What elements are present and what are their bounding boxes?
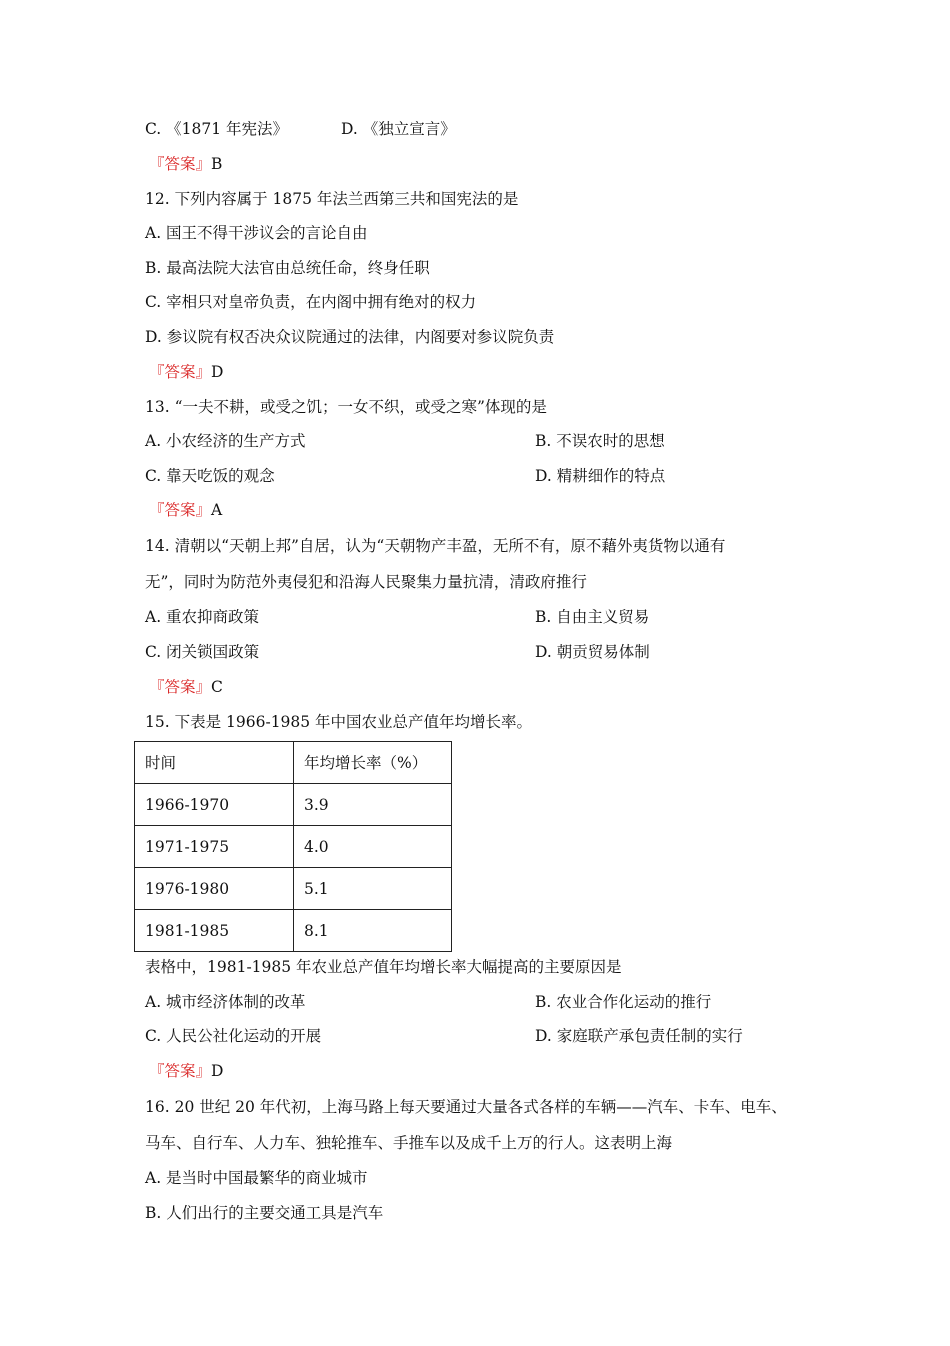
table-cell: 1971-1975: [135, 826, 294, 868]
q11-answer: [149, 153, 222, 175]
q14-option-d: D. 朝贡贸易体制: [535, 643, 650, 661]
q16-stem-line1: 16. 20 世纪 20 年代初，上海马路上每天要通过大量各式各样的车辆——汽车、卡车、电车、: [145, 1098, 787, 1116]
q14-option-b: B. 自由主义贸易: [535, 608, 650, 626]
table-cell: 3.9: [294, 784, 452, 826]
answer-value: C: [211, 678, 223, 696]
q15-answer: [149, 1060, 223, 1082]
table-cell: 8.1: [294, 910, 452, 952]
q13-option-c: C. 靠天吃饭的观念: [145, 467, 275, 485]
q13-answer: [149, 499, 222, 521]
q15-option-d: D. 家庭联产承包责任制的实行: [535, 1027, 743, 1045]
answer-tag: 『答案』: [149, 501, 212, 519]
table-header-cell: 年均增长率（%）: [294, 742, 452, 784]
answer-value: B: [211, 155, 223, 173]
q15-option-c: C. 人民公社化运动的开展: [145, 1027, 322, 1045]
table-row: [135, 868, 452, 910]
table-header-cell: 时间: [135, 742, 294, 784]
q11-option-d: D. 《独立宣言》: [341, 120, 456, 138]
answer-tag: 『答案』: [149, 363, 212, 381]
q15-option-a: A. 城市经济体制的改革: [145, 993, 306, 1011]
q14-option-a: A. 重农抑商政策: [145, 608, 260, 626]
table-row: [135, 826, 452, 868]
q13-option-d: D. 精耕细作的特点: [535, 467, 666, 485]
table-cell: 1981-1985: [135, 910, 294, 952]
q15-option-b: B. 农业合作化运动的推行: [535, 993, 712, 1011]
q14-stem-line2: 无”，同时为防范外夷侵犯和沿海人民聚集力量抗清，清政府推行: [145, 573, 587, 591]
answer-value: D: [211, 363, 224, 381]
q16-stem-line2: 马车、自行车、人力车、独轮推车、手推车以及成千上万的行人。这表明上海: [145, 1134, 673, 1152]
q15-question: 表格中，1981-1985 年农业总产值年均增长率大幅提高的主要原因是: [145, 958, 622, 976]
answer-value: A: [211, 501, 223, 519]
q14-stem-line1: 14. 清朝以“天朝上邦”自居，认为“天朝物产丰盈，无所不有，原不藉外夷货物以通有: [145, 537, 726, 555]
q12-option-c: C. 宰相只对皇帝负责，在内阁中拥有绝对的权力: [145, 293, 477, 311]
q12-option-a: A. 国王不得干涉议会的言论自由: [145, 224, 368, 242]
table-row: [135, 784, 452, 826]
growth-rate-table: [134, 741, 452, 952]
q16-option-a: A. 是当时中国最繁华的商业城市: [145, 1169, 368, 1187]
table-header-row: [135, 742, 452, 784]
q13-option-a: A. 小农经济的生产方式: [145, 432, 306, 450]
table-cell: 5.1: [294, 868, 452, 910]
q13-stem: 13. “一夫不耕，或受之饥；一女不织，或受之寒”体现的是: [145, 398, 547, 416]
q12-stem: 12. 下列内容属于 1875 年法兰西第三共和国宪法的是: [145, 190, 519, 208]
q14-option-c: C. 闭关锁国政策: [145, 643, 260, 661]
table-cell: 4.0: [294, 826, 452, 868]
answer-tag: 『答案』: [149, 155, 212, 173]
q16-option-b: B. 人们出行的主要交通工具是汽车: [145, 1204, 384, 1222]
answer-tag: 『答案』: [149, 678, 212, 696]
q15-stem: 15. 下表是 1966-1985 年中国农业总产值年均增长率。: [145, 713, 533, 731]
q11-option-c: C. 《1871 年宪法》: [145, 120, 289, 138]
table-row: [135, 910, 452, 952]
q12-answer: [149, 361, 223, 383]
q13-option-b: B. 不误农时的思想: [535, 432, 665, 450]
table-cell: 1966-1970: [135, 784, 294, 826]
table-cell: 1976-1980: [135, 868, 294, 910]
q12-option-d: D. 参议院有权否决众议院通过的法律，内阁要对参议院负责: [145, 328, 555, 346]
q12-option-b: B. 最高法院大法官由总统任命，终身任职: [145, 259, 430, 277]
answer-tag: 『答案』: [149, 1062, 212, 1080]
answer-value: D: [211, 1062, 224, 1080]
q14-answer: [149, 676, 223, 698]
